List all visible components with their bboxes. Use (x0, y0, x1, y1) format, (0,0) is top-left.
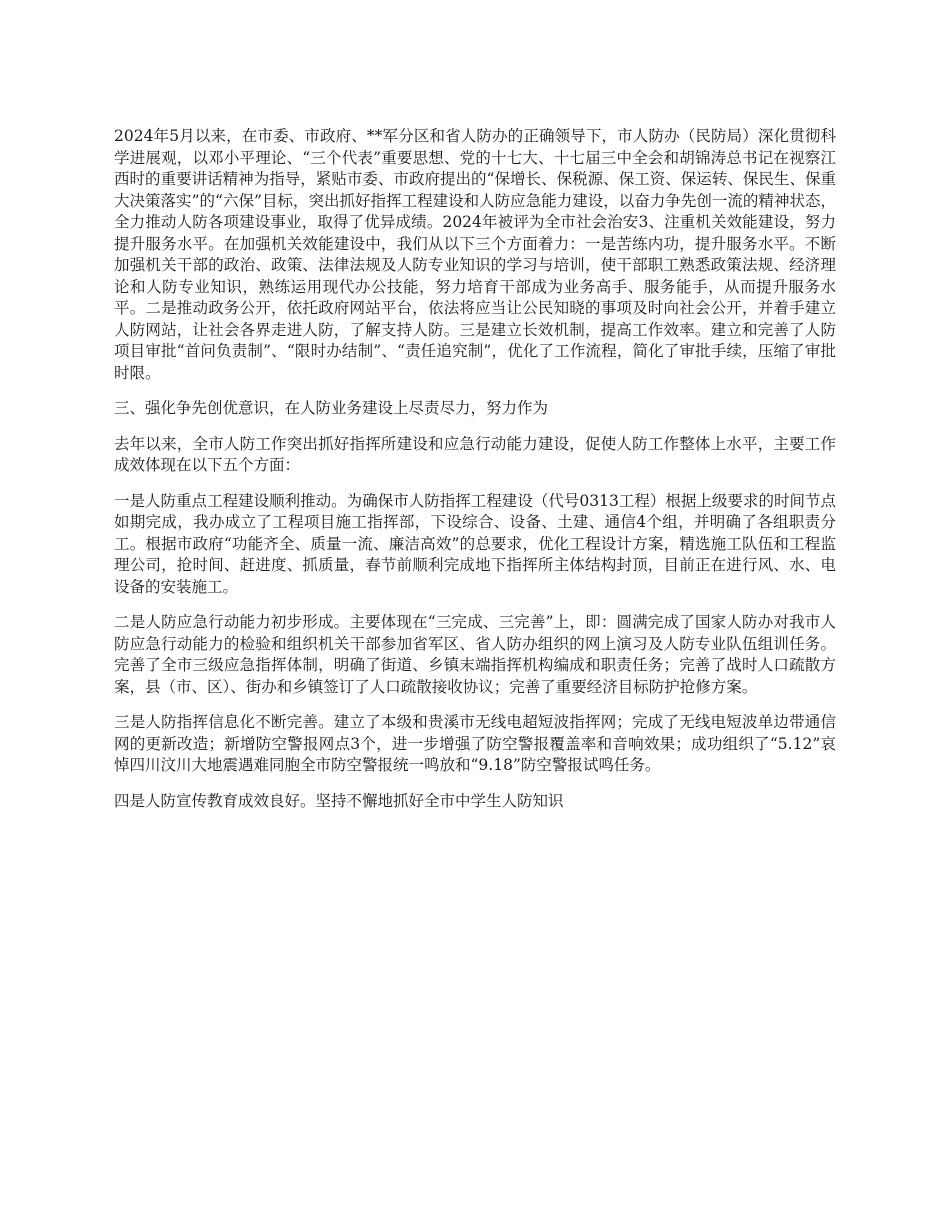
paragraph-point-3: 三是人防指挥信息化不断完善。建立了本级和贵溪市无线电超短波指挥网；完成了无线电短波单边带通信网的更新改造；新增防空警报网点3个，进一步增强了防空警报覆盖率和音响效果；成功组织了“5.12”哀悼四川汶川大地震遇难同胞全市防空警报统一鸣放和“9.18”防空警报试鸣任务。 (114, 713, 836, 774)
paragraph-point-2: 二是人防应急行动能力初步形成。主要体现在“三完成、三完善”上，即：圆满完成了国家人防办对我市人防应急行动能力的检验和组织机关干部参加省军区、省人防办组织的网上演习及人防专业队伍组训任务。完善了全市三级应急指挥体制，明确了街道、乡镇末端指挥机构编成和职责任务；完善了战时人口疏散方案，县（市、区）、街办和乡镇签订了人口疏散接收协议；完善了重要经济目标防护抢修方案。 (114, 613, 836, 696)
section-heading-3: 三、强化争先创优意识，在人防业务建设上尽责尽力，努力作为 (114, 399, 549, 417)
paragraph-summary: 去年以来，全市人防工作突出抓好指挥所建设和应急行动能力建设，促使人防工作整体上水平，主要工作成效体现在以下五个方面： (114, 434, 836, 474)
paragraph-intro: 2024年5月以来，在市委、市政府、**军分区和省人防办的正确领导下，市人防办（民防局）深化贯彻科学进展观，以邓小平理论、“三个代表”重要思想、党的十七大、十七届三中全会和胡锦涛总书记在视察江西时的重要讲话精神为指导，紧贴市委、市政府提出的“保增长、保税源、保工资、保运转、保民生、保重大决策落实”的“六保”目标，突出抓好指挥工程建设和人防应急能力建设，以奋力争先创一流的精神状态，全力推动人防各项建设事业，取得了优异成绩。2024年被评为全市社会治安3、注重机关效能建设，努力提升服务水平。在加强机关效能建设中，我们从以下三个方面着力：一是苦练内功，提升服务水平。不断加强机关干部的政治、政策、法律法规及人防专业知识的学习与培训，使干部职工熟悉政策法规、经济理论和人防专业知识，熟练运用现代办公技能，努力培育干部成为业务高手、服务能手，从而提升服务水平。二是推动政务公开，依托政府网站平台，依法将应当让公民知晓的事项及时向社会公开，并着手建立人防网站，让社会各界走进人防，了解支持人防。三是建立长效机制，提高工作效率。建立和完善了人防项目审批“首问负责制”、“限时办结制”、“责任追究制”，优化了工作流程，简化了审批手续，压缩了审批时限。 (114, 127, 836, 382)
paragraph-point-4: 四是人防宣传教育成效良好。坚持不懈地抓好全市中学生人防知识 (114, 791, 564, 810)
document-body (114, 126, 836, 826)
paragraph-point-1: 一是人防重点工程建设顺利推动。为确保市人防指挥工程建设（代号0313工程）根据上级要求的时间节点如期完成，我办成立了工程项目施工指挥部，下设综合、设备、土建、通信4个组，并明确了各组职责分工。根据市政府“功能齐全、质量一流、廉洁高效”的总要求，优化工程设计方案，精选施工队伍和工程监理公司，抢时间、赶进度、抓质量，春节前顺利完成地下指挥所主体结构封顶，目前正在进行风、水、电设备的安装施工。 (114, 491, 836, 596)
